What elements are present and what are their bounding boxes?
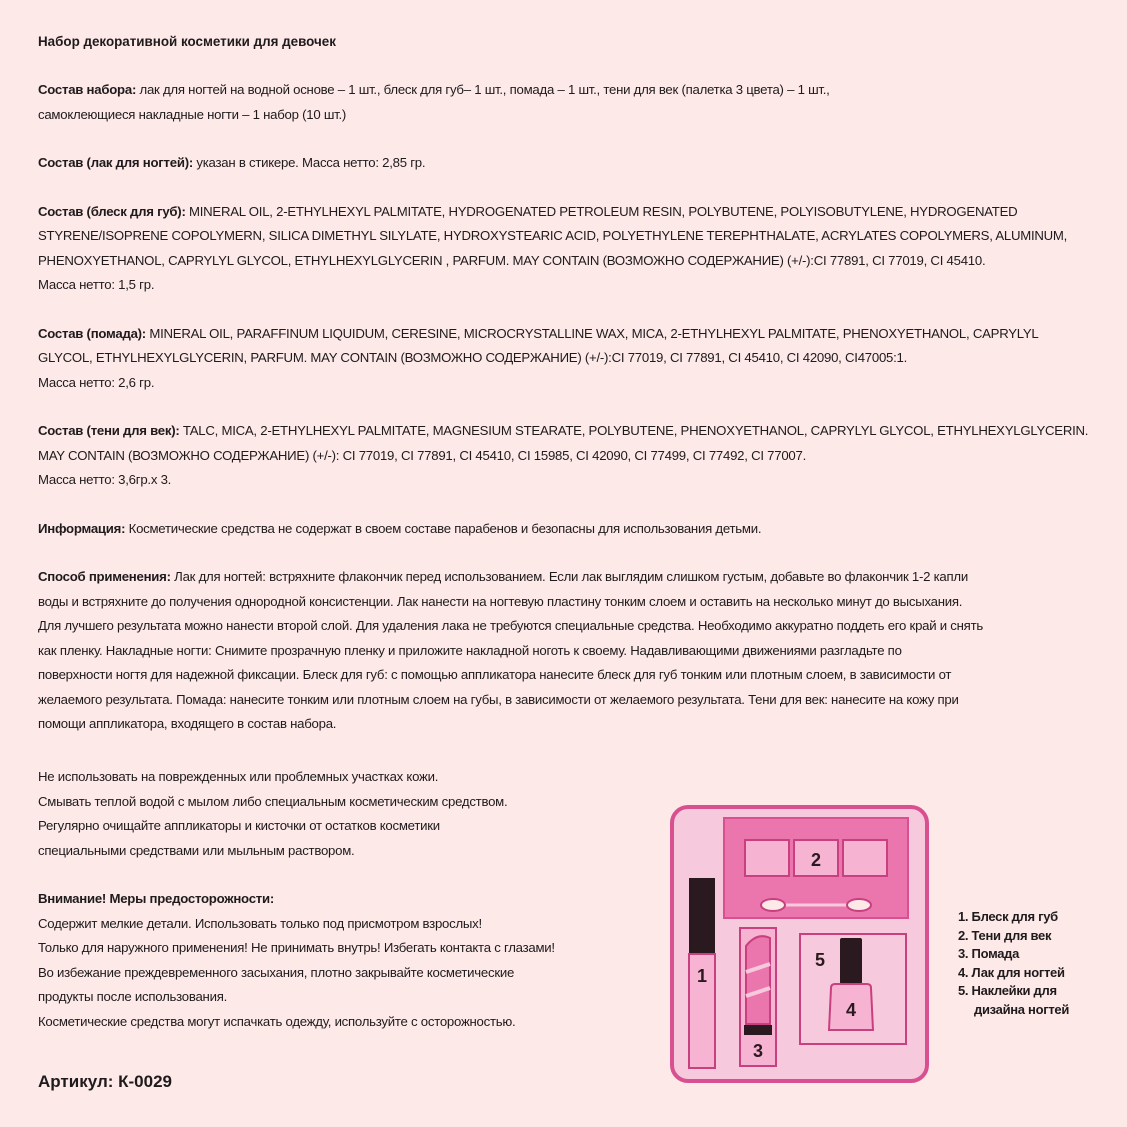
lipstick-base <box>744 1025 772 1035</box>
page-title: Набор декоративной косметики для девочек <box>38 34 336 49</box>
eyeshadow-composition: Состав (тени для век): TALC, MICA, 2-ETHYLHEXYL PALMITATE, MAGNESIUM STEARATE, POLYBUTENE, PHENOXYETHANOL, CAPRYLYL GLYCOL, ETHYLHEXYLGLYCERIN. <box>38 423 1089 438</box>
diagram-number: 2 <box>810 850 822 870</box>
section-line: помощи аппликатора, входящего в состав набора. <box>38 716 337 731</box>
section-label: Состав (лак для ногтей): <box>38 155 193 170</box>
legend-item: 4. Лак для ногтей <box>958 964 1065 980</box>
legend-item: 1. Блеск для губ <box>958 909 1058 924</box>
kit-diagram <box>669 804 931 1084</box>
section-label: Информация: <box>38 520 126 536</box>
section-line: Масса нетто: 1,5 гр. <box>38 277 155 292</box>
set-composition: Состав набора: лак для ногтей на водной основе – 1 шт., блеск для губ– 1 шт., помада – 1 шт., тени для век (палетка 3 цвета) – 1 шт., <box>38 82 830 97</box>
section-line: как пленку. Накладные ногти: Снимите прозрачную пленку и приложите накладной ноготь к своему. Надавливающими движениями разгладьте по <box>38 642 902 658</box>
section-label: Состав (помада): <box>38 325 146 341</box>
warning-line: Во избежание преждевременного засыхания, плотно закрывайте косметические <box>38 964 515 980</box>
warning-line: Косметические средства могут испачкать одежду, используйте с осторожностью. <box>38 1013 516 1029</box>
nail-polish-composition: Состав (лак для ногтей): указан в стикере. Масса нетто: 2,85 гр. <box>38 155 426 170</box>
applicator-tip <box>847 899 871 911</box>
diagram-number: 3 <box>752 1041 764 1061</box>
legend-item: 3. Помада <box>958 946 1020 961</box>
section-label: Состав набора: <box>38 82 137 97</box>
warning-title: Внимание! Меры предосторожности: <box>38 891 274 906</box>
usage-note: специальными средствами или мыльным раствором. <box>38 842 355 858</box>
usage-note: Не использовать на поврежденных или проблемных участках кожи. <box>38 769 439 784</box>
instructions <box>38 30 1090 737</box>
diagram-legend <box>958 908 1069 1019</box>
usage-method: Способ применения: Лак для ногтей: встряхните флакончик перед использованием. Если лак выглядим слишком густым, добавьте во флакончик 1-2 капли <box>38 569 968 584</box>
section-line: Масса нетто: 3,6гр.x 3. <box>38 472 172 487</box>
legend-item: дизайна ногтей <box>974 1001 1070 1017</box>
usage-note: Регулярно очищайте аппликаторы и кисточки от остатков косметики <box>38 818 440 833</box>
section-label: Состав (блеск для губ): <box>38 203 186 219</box>
warning-line: Только для наружного применения! Не принимать внутрь! Избегать контакта с глазами! <box>38 940 555 955</box>
lipstick-bullet <box>746 936 770 1024</box>
gloss-cap <box>689 878 715 954</box>
section-line: воды и встряхните до получения однородной консистенции. Лак нанести на ногтевую пластину тонким слоем и оставить на несколько минут до высыхания. <box>38 593 963 609</box>
lipstick-composition: Состав (помада): MINERAL OIL, PARAFFINUM LIQUIDUM, CERESINE, MICROCRYSTALLINE WAX, MICA, 2-ETHYLHEXYL PALMITATE, PHENOXYETHANOL, CAPRYLYL <box>38 325 1039 341</box>
section-line: MAY CONTAIN (ВОЗМОЖНО СОДЕРЖАНИЕ) (+/-): CI 77019, CI 77891, CI 45410, CI 15985, CI 42090, CI 77499, CI 77492, CI 77007. <box>38 447 807 463</box>
section-line: самоклеющиеся накладные ногти – 1 набор (10 шт.) <box>38 106 347 122</box>
legend-item: 2. Тени для век <box>958 927 1052 943</box>
lip-gloss-composition: Состав (блеск для губ): MINERAL OIL, 2-ETHYLHEXYL PALMITATE, HYDROGENATED PETROLEUM RESIN, POLYBUTENE, POLYISOBUTYLENE, HYDROGENATED <box>38 203 1018 219</box>
polish-cap <box>840 938 862 984</box>
information: Информация: Косметические средства не содержат в своем составе парабенов и безопасны для использования детьми. <box>38 520 762 536</box>
section-line: PHENOXYETHANOL, CAPRYLYL GLYCOL, ETHYLHEXYLGLYCERIN , PARFUM. MAY CONTAIN (ВОЗМОЖНО СОДЕРЖАНИЕ) (+/-):CI 77891, CI 77019, CI 45410. <box>38 252 986 268</box>
section-line: Для лучшего результата можно нанести второй слой. Для удаления лака не требуются специальные средства. Необходимо аккуратно поддеть его край и снять <box>38 618 983 633</box>
warning-line: продукты после использования. <box>38 989 228 1004</box>
usage-note: Смывать теплой водой с мылом либо специальным косметическим средством. <box>38 793 508 809</box>
section-line: желаемого результата. Помада: нанесите тонким или плотным слоем на губы, в зависимости от желаемого результата. Тени для век: нанесите на кожу при <box>38 691 959 707</box>
legend-item: 5. Наклейки для <box>958 983 1057 998</box>
shadow-pan <box>745 840 789 876</box>
diagram-number: 1 <box>696 966 708 986</box>
warning-line: Содержит мелкие детали. Использовать только под присмотром взрослых! <box>38 915 482 931</box>
section-label: Состав (тени для век): <box>38 423 180 438</box>
diagram-number: 5 <box>814 950 826 970</box>
article-number: Артикул: К-0029 <box>38 1072 172 1091</box>
section-line: Масса нетто: 2,6 гр. <box>38 374 155 390</box>
shadow-pan <box>843 840 887 876</box>
section-line: STYRENE/ISOPRENE COPOLYMERN, SILICA DIMETHYL SILYLATE, HYDROXYSTEARIC ACID, POLYETHYLENE TEREPHTHALATE, ACRYLATES COPOLYMERS, ALUMINUM, <box>38 228 1068 243</box>
diagram-number: 4 <box>845 1000 857 1020</box>
applicator-tip <box>761 899 785 911</box>
section-line: GLYCOL, ETHYLHEXYLGLYCERIN, PARFUM. MAY CONTAIN (ВОЗМОЖНО СОДЕРЖАНИЕ) (+/-):CI 77019, CI 77891, CI 45410, CI 42090, CI47005:1. <box>38 350 908 365</box>
section-label: Способ применения: <box>38 569 171 584</box>
notes-and-warnings <box>38 765 658 1034</box>
section-line: поверхности ногтя для надежной фиксации. Блеск для губ: с помощью аппликатора нанесите блеск для губ тонким или плотным слоем, в зависимости от <box>38 667 952 682</box>
